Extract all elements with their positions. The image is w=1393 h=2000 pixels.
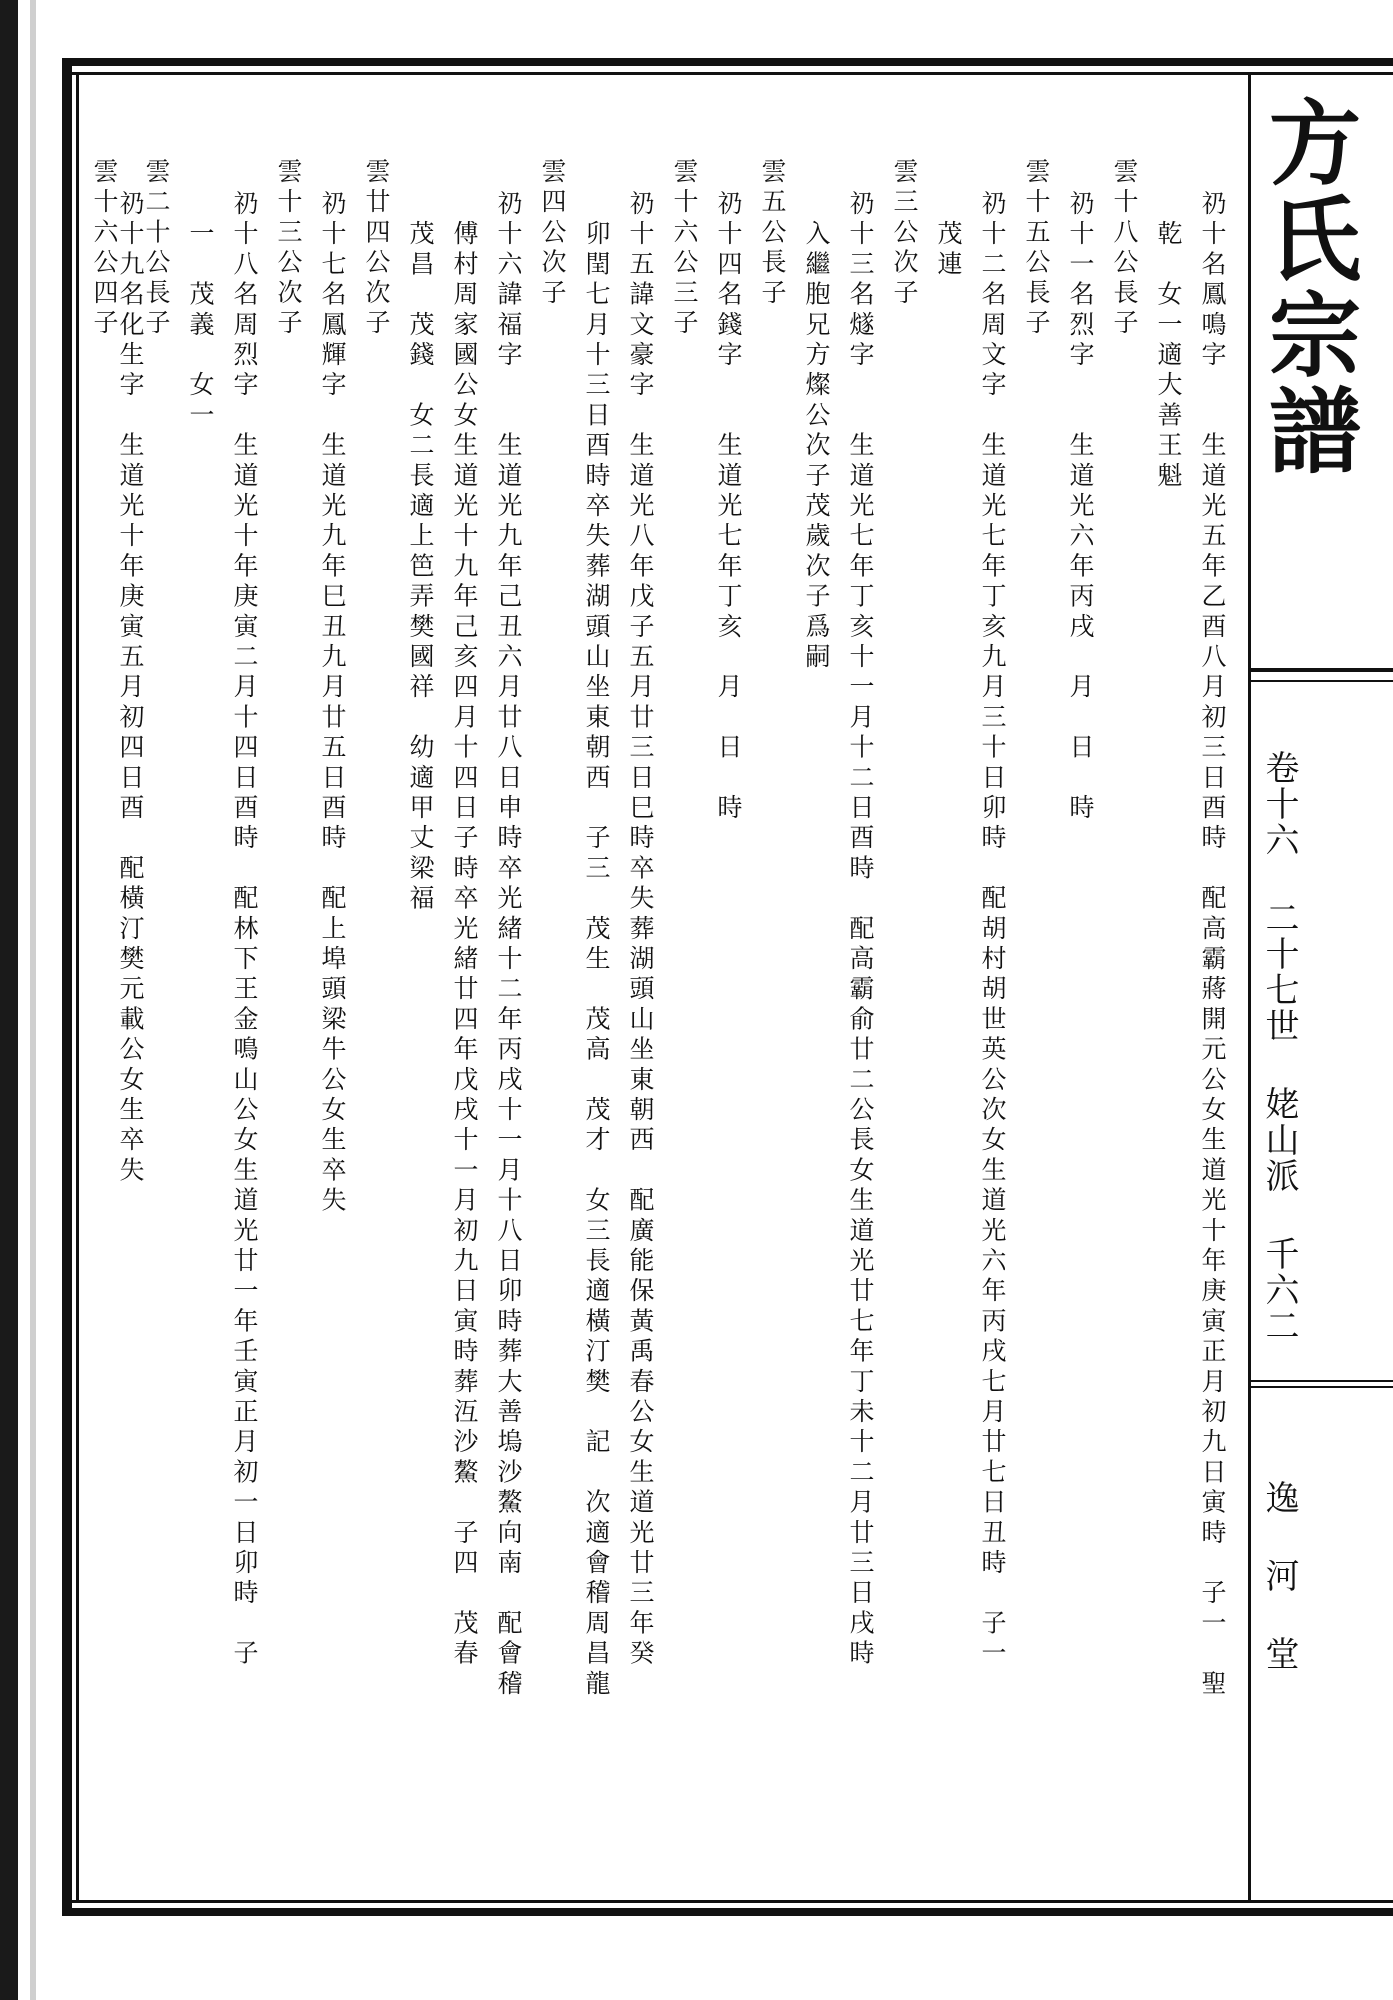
entry-column: 礽十名鳳鳴字 生道光五年乙酉八月初三日酉時 配高霸蔣開元公女生道光十年庚寅正月初九日寅時 子一 聖 — [1198, 190, 1227, 1700]
hall-name: 逸 河 堂 — [1259, 1480, 1299, 1672]
frame-top-border — [62, 58, 1393, 66]
father-line: 雲十六公三子 — [670, 158, 699, 340]
frame-bottom-inner-border — [62, 1900, 1393, 1903]
entry-column: 傅村周家國公女生道光十九年己亥四月十四日子時卒光緒廿四年戊戌十一月初九日寅時葬沍沙鰲 子四 茂春 — [450, 190, 479, 1670]
volume-line: 卷十六 二十七世 姥山派 千六二 — [1259, 750, 1299, 1344]
entry-column: 乾 女一適大善王魁 — [1154, 190, 1183, 492]
father-line: 雲廿四公次子 — [362, 158, 391, 340]
title-column-divider — [1248, 72, 1251, 1903]
entry-column: 入繼胞兄方燦公次子茂歲次子爲嗣 — [802, 190, 831, 674]
entry-column: 礽十七名鳳輝字 生道光九年巳丑九月廿五日酉時 配上埠頭梁牛公女生卒失 — [318, 190, 347, 1217]
father-line: 雲五公長子 — [758, 158, 787, 309]
hall-rule-thin — [1251, 1386, 1393, 1388]
father-line: 雲二十公長子 — [142, 158, 171, 340]
entry-column: 礽十八名周烈字 生道光十年庚寅二月十四日酉時 配林下王金鳴山公女生道光廿一年壬寅正月初一日卯時 子 — [230, 190, 259, 1670]
entry-column: 茂連 — [934, 190, 963, 281]
page-binding-shadow — [30, 0, 36, 2000]
entry-column: 一 茂義 女一 — [186, 190, 215, 432]
entry-column: 礽十二名周文字 生道光七年丁亥九月三十日卯時 配胡村胡世英公次女生道光六年丙戌七月廿七日丑時 子一 — [978, 190, 1007, 1670]
father-line: 雲十八公長子 — [1110, 158, 1139, 340]
father-line: 雲四公次子 — [538, 158, 567, 309]
title-rule-thin — [1251, 680, 1393, 682]
entry-column: 礽十一名烈字 生道光六年丙戌 月 日 時 — [1066, 190, 1095, 825]
entry-column: 茂昌 茂錢 女二長適上笆弄樊國祥 幼適甲丈梁福 — [406, 190, 435, 915]
entry-column: 礽十五諱文豪字 生道光八年戊子五月廿三日巳時卒失葬湖頭山坐東朝西 配廣能保黃禹春公女生道光廿三年癸 — [626, 190, 655, 1670]
frame-bottom-border — [62, 1908, 1393, 1916]
entry-column: 礽十三名燧字 生道光七年丁亥十一月十二日酉時 配高霸俞廿二公長女生道光廿七年丁未十二月廿三日戌時 — [846, 190, 875, 1670]
father-line: 雲十六公四子 — [90, 158, 119, 340]
hall-rule — [1251, 1380, 1393, 1382]
entry-column: 礽十六諱福字 生道光九年己丑六月廿八日申時卒光緒十二年丙戌十一月十八日卯時葬大善塢沙鰲向南 配會稽 — [494, 190, 523, 1700]
title-rule — [1251, 668, 1393, 672]
frame-top-inner-border — [62, 72, 1393, 75]
entry-column: 礽十四名錢字 生道光七年丁亥 月 日 時 — [714, 190, 743, 825]
genealogy-title: 方氏宗譜 — [1254, 95, 1362, 479]
father-line: 雲十三公次子 — [274, 158, 303, 340]
entry-column: 卯閏七月十三日酉時卒失葬湖頭山坐東朝西 子三 茂生 茂高 茂才 女三長適橫汀樊 記 次適會稽周昌龍 — [582, 190, 611, 1700]
entry-column: 礽十九名化生字 生道光十年庚寅五月初四日酉 配橫汀樊元載公女生卒失 — [116, 190, 145, 1187]
frame-left-inner-border — [76, 72, 79, 1903]
father-line: 雲三公次子 — [890, 158, 919, 309]
page-binding-edge — [0, 0, 18, 2000]
father-line: 雲十五公長子 — [1022, 158, 1051, 340]
frame-left-border — [62, 58, 72, 1916]
